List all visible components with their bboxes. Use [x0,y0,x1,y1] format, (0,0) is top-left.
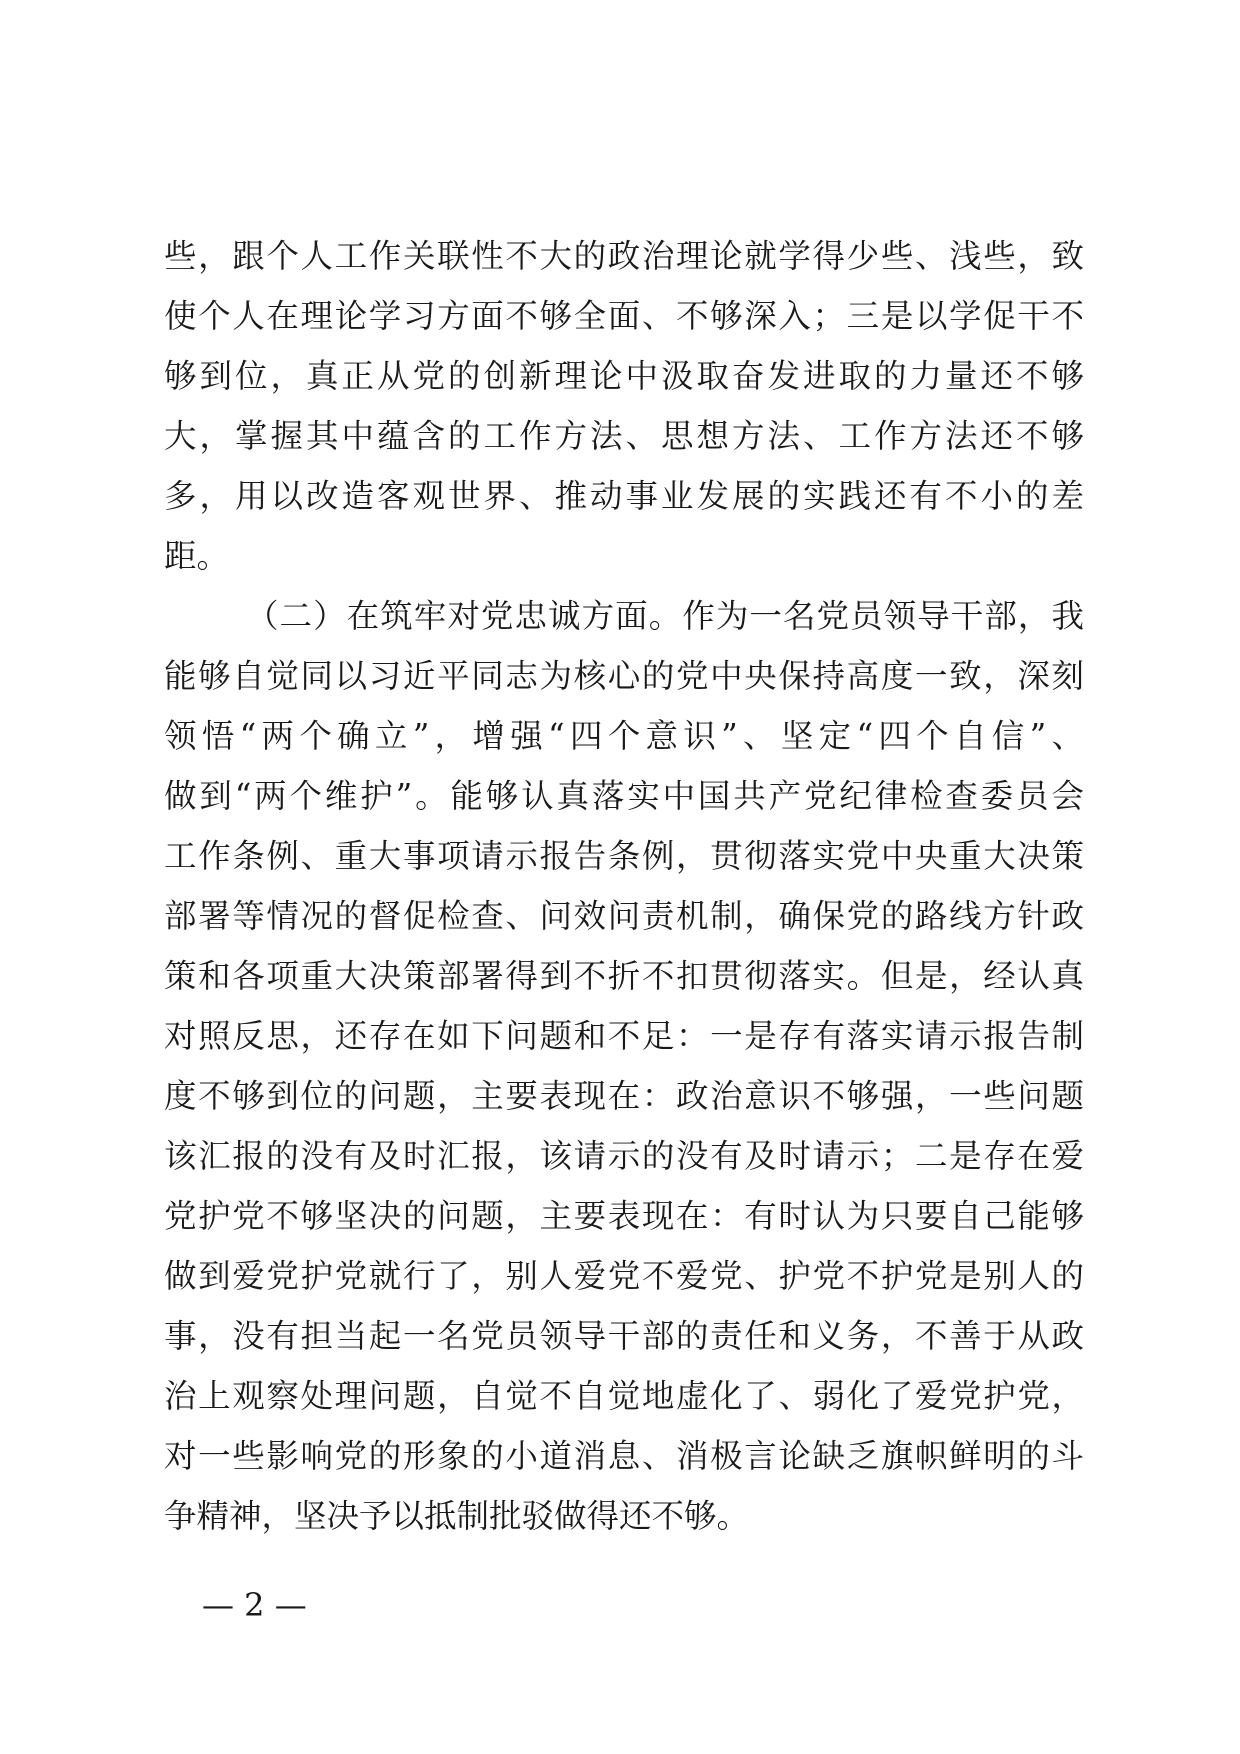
text-line: 些，跟个人工作关联性不大的政治理论就学得少些、浅些，致 [164,237,1084,275]
text-line: 策和各项重大决策部署得到不折不扣贯彻落实。但是，经认真 [164,957,1084,995]
text-line: 多，用以改造客观世界、推动事业发展的实践还有不小的差 [164,477,1084,515]
text-line: 工作条例、重大事项请示报告条例，贯彻落实党中央重大决策 [164,837,1084,875]
text-line: 党护党不够坚决的问题，主要表现在：有时认为只要自己能够 [164,1197,1084,1235]
page-number: — 2 — [202,1586,307,1624]
text-line: 对一些影响党的形象的小道消息、消极言论缺乏旗帜鲜明的斗 [164,1437,1084,1475]
body-text [164,226,1084,1546]
text-line: 治上观察处理问题，自觉不自觉地虚化了、弱化了爱党护党， [164,1377,1084,1415]
text-line: 够到位，真正从党的创新理论中汲取奋发进取的力量还不够 [164,357,1084,395]
text-line: 能够自觉同以习近平同志为核心的党中央保持高度一致，深刻 [164,657,1084,695]
text-line: 做到“两个维护”。能够认真落实中国共产党纪律检查委员会 [164,777,1084,815]
text-line: 做到爱党护党就行了，别人爱党不爱党、护党不护党是别人的 [164,1257,1084,1295]
text-line: 大，掌握其中蕴含的工作方法、思想方法、工作方法还不够 [164,417,1084,455]
text-line: 部署等情况的督促检查、问效问责机制，确保党的路线方针政 [164,897,1084,935]
text-line: 使个人在理论学习方面不够全面、不够深入；三是以学促干不 [164,297,1084,335]
text-line: 领悟“两个确立”，增强“四个意识”、坚定“四个自信”、 [164,717,1084,755]
text-line: 该汇报的没有及时汇报，该请示的没有及时请示；二是存在爱 [164,1137,1084,1175]
text-line: 事，没有担当起一名党员领导干部的责任和义务，不善于从政 [164,1317,1084,1355]
text-line: 度不够到位的问题，主要表现在：政治意识不够强，一些问题 [164,1077,1084,1115]
text-line: 对照反思，还存在如下问题和不足：一是存有落实请示报告制 [164,1017,1084,1055]
text-line: 争精神，坚决予以抵制批驳做得还不够。 [164,1497,750,1535]
text-line: 距。 [164,537,230,575]
section-heading-line: （二）在筑牢对党忠诚方面。作为一名党员领导干部，我 [246,597,1084,635]
